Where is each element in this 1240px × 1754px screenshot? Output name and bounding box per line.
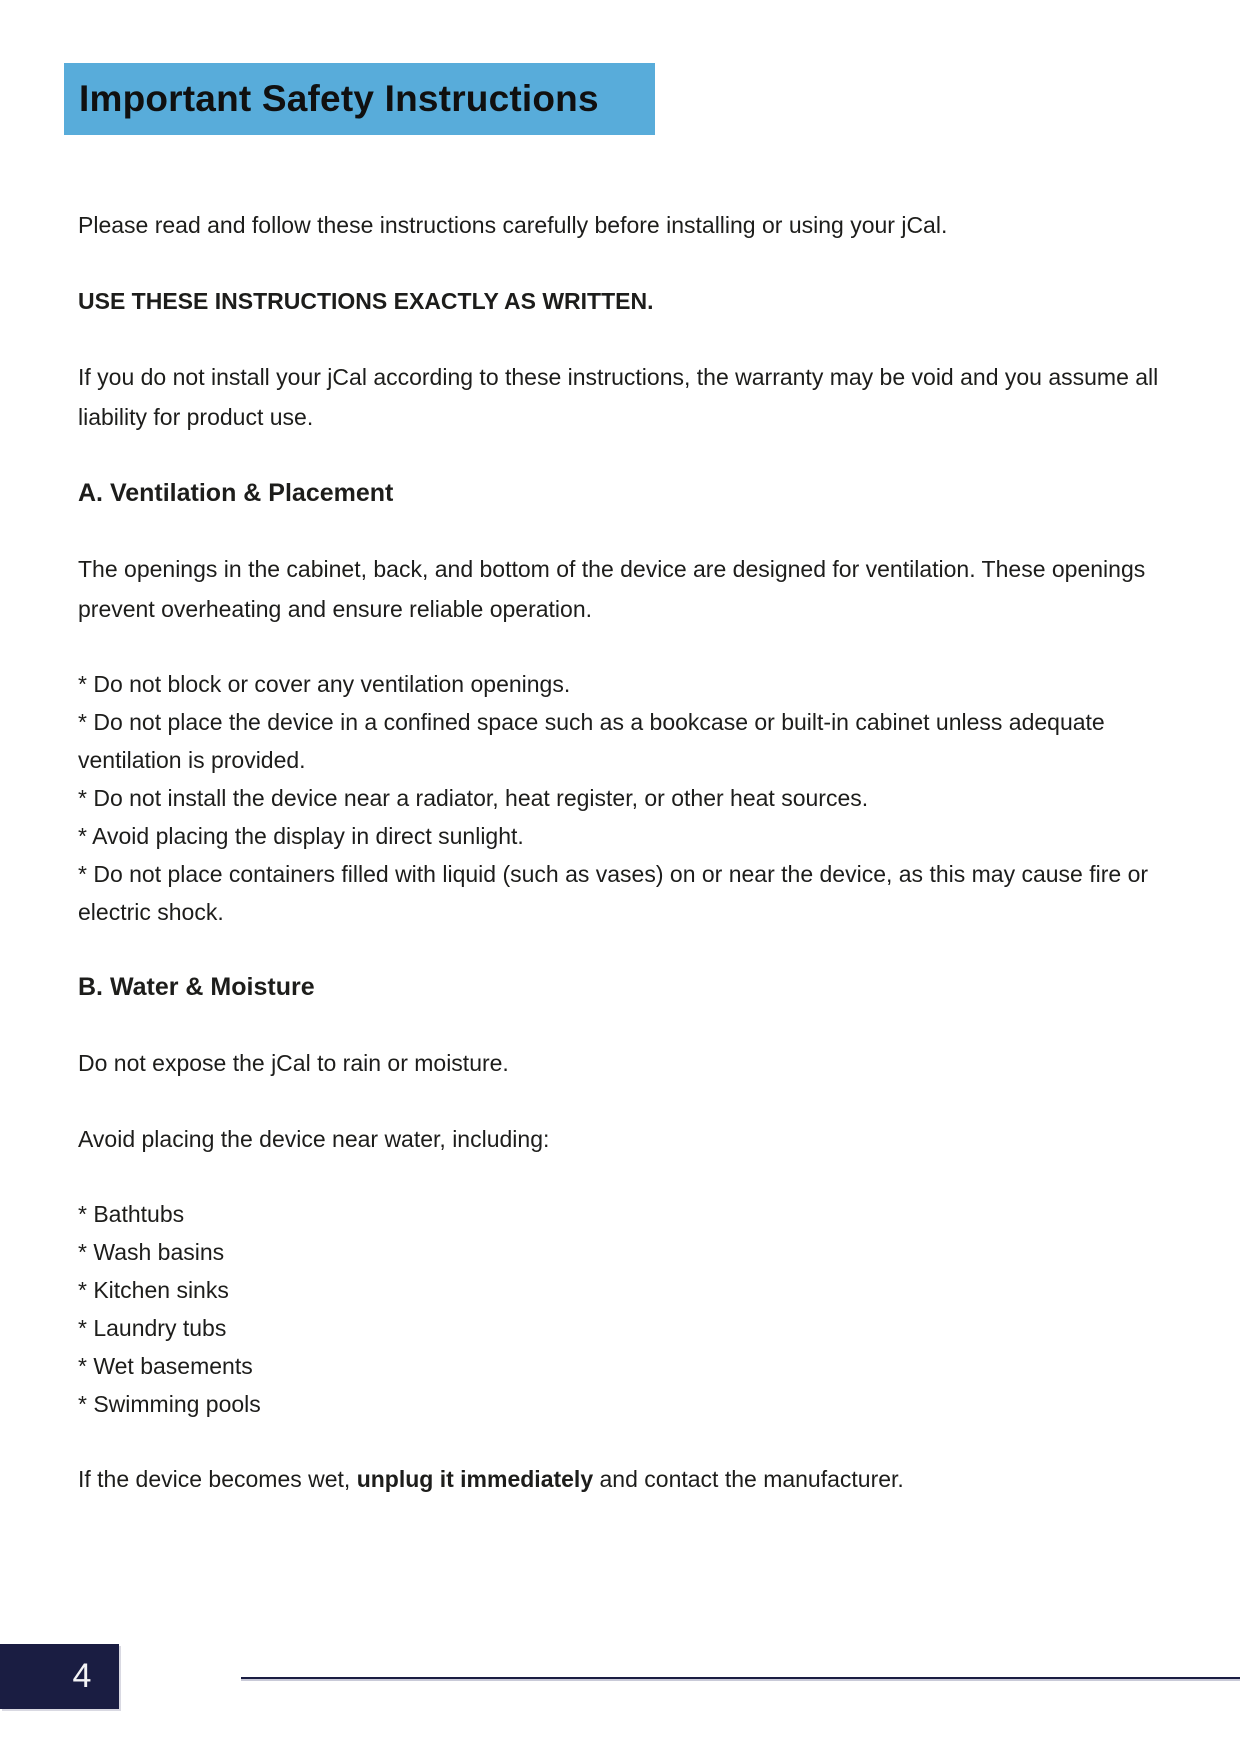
section-b-bullet-list	[78, 1195, 1168, 1423]
warning-line: USE THESE INSTRUCTIONS EXACTLY AS WRITTEN.	[78, 288, 654, 314]
bullet-item: * Do not place the device in a confined space such as a bookcase or built-in cabinet unless adequate ventilation is provided.	[78, 709, 1105, 773]
bullet-item: * Do not block or cover any ventilation openings.	[78, 671, 571, 697]
body-copy	[78, 205, 1168, 1535]
bullet-item: * Do not place containers filled with liquid (such as vases) on or near the device, as this may cause fire or electric shock.	[78, 861, 1149, 925]
warranty-paragraph: If you do not install your jCal according to these instructions, the warranty may be void and you assume all liability for product use.	[78, 364, 1159, 430]
page-title: Important Safety Instructions	[79, 78, 599, 119]
section-a-bullet-list	[78, 665, 1168, 931]
section-b-body-2: Avoid placing the device near water, including:	[78, 1126, 550, 1152]
section-a-body: The openings in the cabinet, back, and bottom of the device are designed for ventilation. These openings prevent overheating and ensure reliable operation.	[78, 556, 1146, 622]
section-b-body-1: Do not expose the jCal to rain or moisture.	[78, 1050, 509, 1076]
section-b-heading: B. Water & Moisture	[78, 973, 315, 1001]
title-bar	[64, 63, 655, 135]
bullet-item: * Avoid placing the display in direct sunlight.	[78, 823, 524, 849]
bullet-item: * Bathtubs	[78, 1201, 185, 1227]
bullet-item: * Wet basements	[78, 1353, 253, 1379]
bullet-item: * Do not install the device near a radiator, heat register, or other heat sources.	[78, 785, 869, 811]
intro-paragraph: Please read and follow these instructions carefully before installing or using your jCal.	[78, 212, 948, 238]
bullet-item: * Laundry tubs	[78, 1315, 227, 1341]
bullet-item: * Kitchen sinks	[78, 1277, 229, 1303]
page-number-box	[0, 1644, 119, 1709]
wet-device-suffix: and contact the manufacturer.	[593, 1466, 904, 1492]
wet-device-prefix: If the device becomes wet,	[78, 1466, 357, 1492]
footer-rule	[241, 1677, 1240, 1681]
page-number: 4	[72, 1657, 92, 1695]
wet-device-paragraph	[78, 1459, 1168, 1499]
wet-device-bold-phrase: unplug it immediately	[356, 1466, 594, 1492]
section-a-heading: A. Ventilation & Placement	[78, 479, 394, 507]
bullet-item: * Swimming pools	[78, 1391, 261, 1417]
bullet-item: * Wash basins	[78, 1239, 225, 1265]
